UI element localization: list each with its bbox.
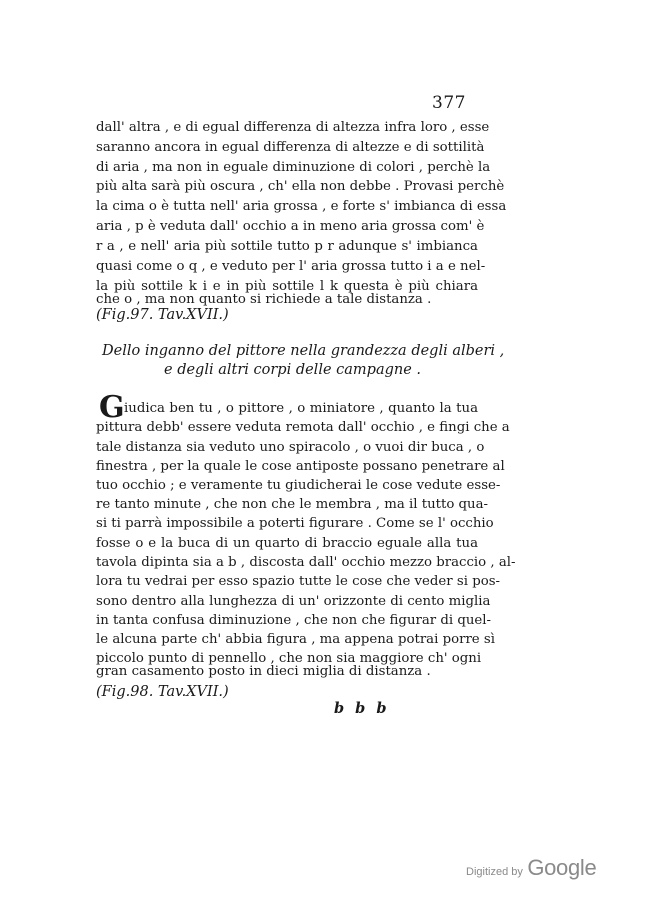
section-heading-line-1: Dello inganno del pittore nella grandezza degli alberi , (102, 343, 505, 359)
text-line: tavola dipinta sia a b , discosta dall' occhio mezzo braccio , al- (96, 555, 516, 570)
text-line: saranno ancora in egual differenza di altezze e di sottilità (96, 140, 485, 155)
text-line: tuo occhio ; e veramente tu giudicherai le cose vedute esse- (96, 478, 501, 493)
section-heading-line-2: e degli altri corpi delle campagne . (164, 362, 422, 378)
figure-reference: (Fig.97. Tav.XVII.) (96, 307, 229, 323)
digitized-by-google-watermark (466, 855, 596, 881)
text-line: la cima o è tutta nell' aria grossa , e forte s' imbianca di essa (96, 199, 507, 214)
text-line: gran casamento posto in dieci miglia di distanza . (96, 664, 431, 679)
watermark-prefix: Digitized by (466, 866, 523, 878)
text-line: iudica ben tu , o pittore , o miniatore , quanto la tua (124, 401, 478, 416)
text-line: fosse o e la buca di un quarto di braccio eguale alla tua (96, 536, 478, 551)
text-line: la più sottile k i e in più sottile l k questa è più chiara (96, 279, 478, 294)
text-line: più alta sarà più oscura , ch' ella non debbe . Provasi perchè (96, 179, 505, 194)
text-line: finestra , per la quale le cose antiposte possano penetrare al (96, 459, 505, 474)
google-logo: Google (527, 855, 597, 880)
text-line: lora tu vedrai per esso spazio tutte le cose che veder si pos- (96, 574, 501, 589)
signature-mark: b b b (334, 700, 390, 717)
text-line: r a , e nell' aria più sottile tutto p r adunque s' imbianca (96, 239, 478, 254)
text-line: sono dentro alla lunghezza di un' orizzonte di cento miglia (96, 594, 491, 609)
figure-reference: (Fig.98. Tav.XVII.) (96, 684, 229, 700)
page-number: 377 (432, 93, 466, 113)
text-line: re tanto minute , che non che le membra , ma il tutto qua- (96, 497, 489, 512)
text-line: di aria , ma non in eguale diminuzione di colori , perchè la (96, 160, 491, 175)
text-line: si ti parrà impossibile a poterti figurare . Come se l' occhio (96, 516, 494, 531)
text-line: le alcuna parte ch' abbia figura , ma appena potrai porre sì (96, 632, 495, 647)
text-line: piccolo punto di pennello , che non sia maggiore ch' ogni (96, 651, 482, 666)
text-line: tale distanza sia veduto uno spiracolo , o vuoi dir buca , o (96, 440, 485, 455)
text-line: in tanta confusa diminuzione , che non che figurar di quel- (96, 613, 492, 628)
text-line: pittura debb' essere veduta remota dall' occhio , e fingi che a (96, 420, 510, 435)
text-line: dall' altra , e di egual differenza di altezza infra loro , esse (96, 120, 490, 135)
text-line: quasi come o q , e veduto per l' aria grossa tutto i a e nel- (96, 259, 486, 274)
text-line: aria , p è veduta dall' occhio a in meno aria grossa com' è (96, 219, 485, 234)
text-line: che o , ma non quanto si richiede a tale distanza . (96, 292, 432, 307)
drop-cap: G (99, 390, 125, 425)
